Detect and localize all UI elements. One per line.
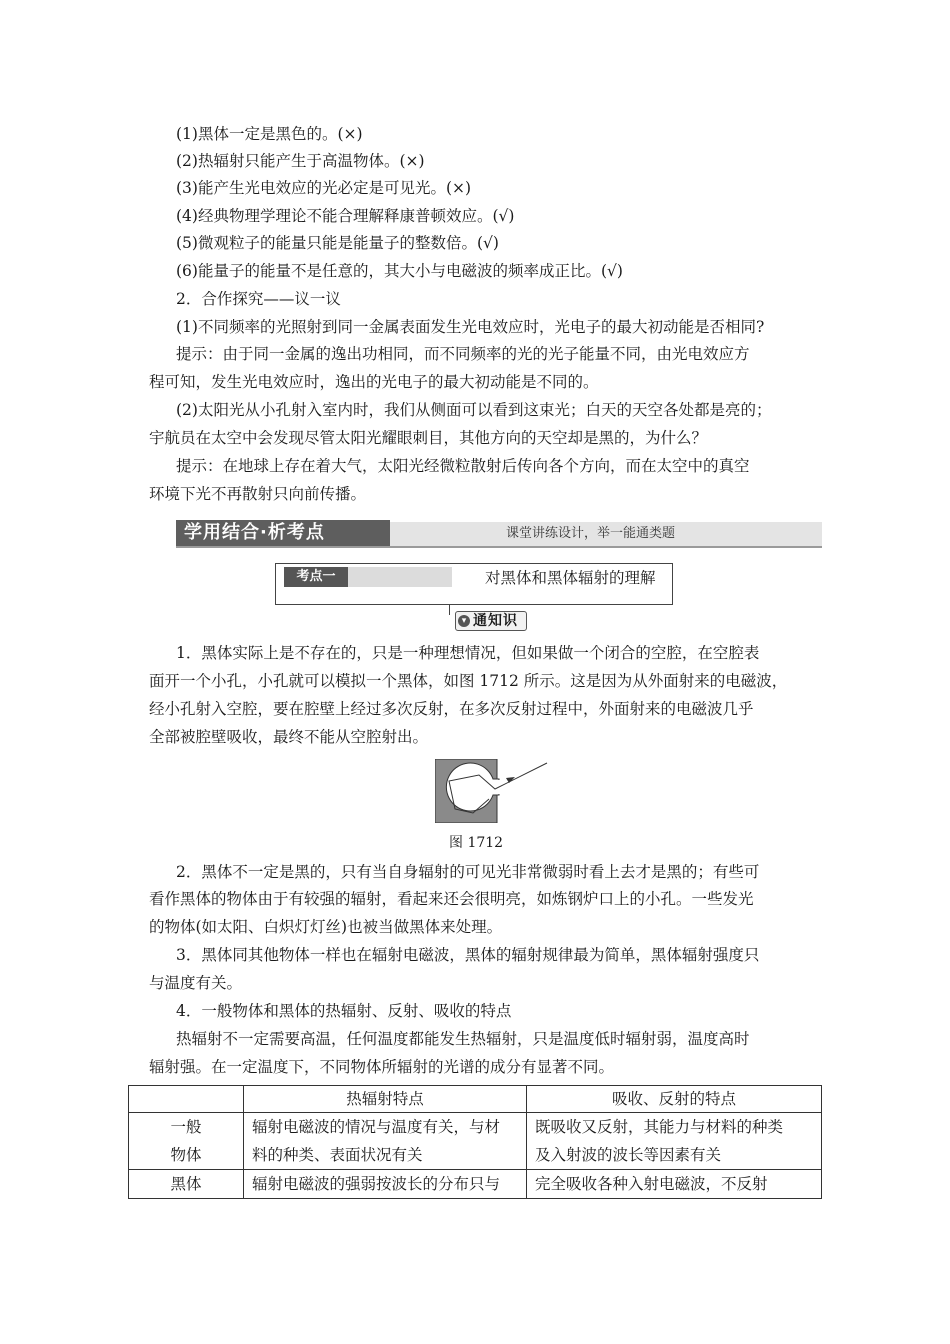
chevron-down-icon: ▾ (458, 615, 470, 627)
p2-line-1: 2．黑体不一定是黑的，只有当自身辐射的可见光非常微弱时看上去才是黑的；有些可 (176, 863, 760, 881)
section-banner (176, 520, 822, 548)
p1-line-1: 1．黑体实际上是不存在的，只是一种理想情况，但如果做一个闭合的空腔，在空腔表 (176, 644, 760, 662)
answer-2-line-1: 提示：在地球上存在着大气，太阳光经微粒散射后传向各个方向，而在太空中的真空 (176, 457, 750, 475)
kaodian-connector (449, 605, 450, 615)
table-cell: 辐射电磁波的强弱按波长的分布只与 (244, 1170, 527, 1199)
banner-subtitle: 课堂讲练设计，举一能通类题 (506, 526, 676, 541)
judge-item-4: (4)经典物理学理论不能合理解释康普顿效应。(√) (176, 207, 515, 225)
figure-caption: 图 1712 (449, 835, 504, 851)
p1-line-2: 面开一个小孔，小孔就可以模拟一个黑体，如图 1712 所示。这是因为从外面射来的电磁波， (149, 672, 788, 690)
question-1: (1)不同频率的光照射到同一金属表面发生光电效应时，光电子的最大初动能是否相同? (176, 318, 765, 336)
banner-title: 学用结合·析考点 (176, 520, 390, 546)
row-label-line: 一般 (170, 1118, 202, 1136)
table-header-cell: 吸收、反射的特点 (527, 1086, 822, 1113)
cell-line: 料的种类、表面状况有关 (252, 1146, 423, 1164)
table-cell-label: 黑体 (129, 1170, 244, 1199)
table-header-cell: 热辐射特点 (244, 1086, 527, 1113)
tong-zhishi-badge (455, 611, 527, 631)
p2-line-3: 的物体(如太阳、白炽灯灯丝)也被当做黑体来处理。 (149, 918, 503, 936)
table-cell-label (129, 1113, 244, 1170)
cell-line: 及入射波的波长等因素有关 (535, 1146, 722, 1164)
banner-rule (176, 546, 822, 548)
judge-item-1: (1)黑体一定是黑色的。(×) (176, 125, 363, 143)
kaodian-tag: 考点一 (284, 567, 348, 587)
table-cell (527, 1113, 822, 1170)
p4-heading: 4．一般物体和黑体的热辐射、反射、吸收的特点 (176, 1002, 512, 1020)
answer-1-line-1: 提示：由于同一金属的逸出功相同，而不同频率的光的光子能量不同，由光电效应方 (176, 345, 750, 363)
table-row (129, 1113, 822, 1170)
judge-item-5: (5)微观粒子的能量只能是能量子的整数倍。(√) (176, 234, 499, 252)
comparison-table (128, 1085, 822, 1199)
row-label-line: 物体 (170, 1146, 202, 1164)
p3-line-2: 与温度有关。 (149, 974, 243, 992)
p1-line-3: 经小孔射入空腔，要在腔壁上经过多次反射，在多次反射过程中，外面射来的电磁波几乎 (149, 700, 754, 718)
section2-heading: 2．合作探究——议一议 (176, 290, 341, 308)
table-header-cell (129, 1086, 244, 1113)
table-cell: 完全吸收各种入射电磁波，不反射 (527, 1170, 822, 1199)
cell-line: 既吸收又反射，其能力与材料的种类 (535, 1118, 784, 1136)
answer-1-line-2: 程可知，发生光电效应时，逸出的光电子的最大初动能是不同的。 (149, 373, 599, 391)
judge-item-3: (3)能产生光电效应的光必定是可见光。(×) (176, 179, 472, 197)
tong-zhishi-label: 通知识 (473, 613, 518, 629)
p2-line-2: 看作黑体的物体由于有较强的辐射，看起来还会很明亮，如炼钢炉口上的小孔。一些发光 (149, 890, 754, 908)
judge-item-2: (2)热辐射只能产生于高温物体。(×) (176, 152, 425, 170)
table-cell (244, 1113, 527, 1170)
table-header-row (129, 1086, 822, 1113)
answer-2-line-2: 环境下光不再散射只向前传播。 (149, 485, 367, 503)
judge-item-6: (6)能量子的能量不是任意的，其大小与电磁波的频率成正比。(√) (176, 262, 623, 280)
table-row (129, 1170, 822, 1199)
p1-line-4: 全部被腔壁吸收，最终不能从空腔射出。 (149, 728, 429, 746)
cell-line: 辐射电磁波的情况与温度有关，与材 (252, 1118, 501, 1136)
cavity-diagram (435, 759, 551, 823)
kaodian-title: 对黑体和黑体辐射的理解 (485, 569, 656, 587)
question-2-line-2: 宇航员在太空中会发现尽管太阳光耀眼刺目，其他方向的天空却是黑的，为什么？ (149, 429, 708, 447)
question-2-line-1: (2)太阳光从小孔射入室内时，我们从侧面可以看到这束光；白天的天空各处都是亮的； (176, 401, 772, 419)
p4-line-1: 热辐射不一定需要高温，任何温度都能发生热辐射，只是温度低时辐射弱，温度高时 (176, 1030, 750, 1048)
p3-line-1: 3．黑体同其他物体一样也在辐射电磁波，黑体的辐射规律最为简单，黑体辐射强度只 (176, 946, 760, 964)
cavity-figure (435, 759, 551, 823)
p4-line-2: 辐射强。在一定温度下，不同物体所辐射的光谱的成分有显著不同。 (149, 1058, 615, 1076)
